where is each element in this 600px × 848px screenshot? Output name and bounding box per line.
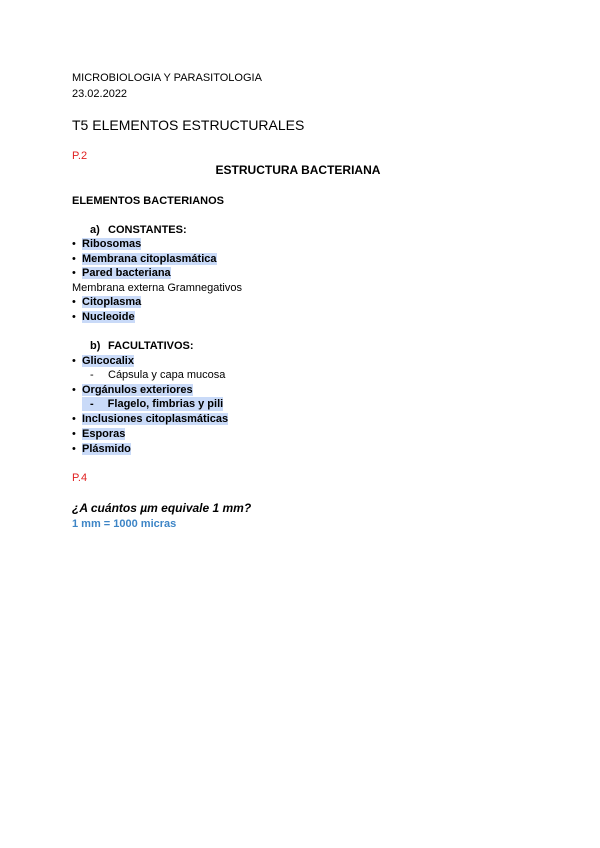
list-item: Ribosomas — [82, 238, 142, 250]
bullet-icon: • — [72, 267, 76, 279]
elements-heading: ELEMENTOS BACTERIANOS — [72, 195, 224, 207]
list-item: Nucleoide — [82, 311, 135, 323]
bullet-icon: • — [72, 428, 76, 440]
bullet-icon: • — [72, 311, 76, 323]
dash-icon: - — [90, 398, 94, 410]
list-item: Membrana citoplasmática — [82, 253, 217, 265]
question-text: ¿A cuántos µm equivale 1 mm? — [72, 501, 252, 515]
bullet-icon: • — [72, 443, 76, 455]
bullet-icon: • — [72, 413, 76, 425]
facultativos-letter: b) — [90, 340, 101, 352]
list-item: Citoplasma — [82, 296, 142, 308]
bullet-icon: • — [72, 355, 76, 367]
list-item: Inclusiones citoplasmáticas — [82, 413, 229, 425]
constantes-letter: a) — [90, 224, 100, 236]
list-item: Glicocalix — [82, 355, 134, 367]
list-item: Esporas — [82, 428, 126, 440]
section-center-title: ESTRUCTURA BACTERIANA — [215, 163, 381, 177]
bullet-icon: • — [72, 296, 76, 308]
dash-icon: - — [90, 369, 94, 381]
list-item: Pared bacteriana — [82, 267, 171, 279]
answer-text: 1 mm = 1000 micras — [72, 518, 177, 530]
page-marker-p2: P.2 — [72, 150, 88, 162]
date-line: 23.02.2022 — [72, 88, 128, 100]
document-title: T5 ELEMENTOS ESTRUCTURALES — [72, 117, 305, 133]
facultativos-heading: FACULTATIVOS: — [108, 340, 194, 352]
organulos-sub: - Flagelo, fimbrias y pili — [82, 397, 223, 411]
membrana-externa-note: Membrana externa Gramnegativos — [72, 282, 242, 294]
constantes-heading: CONSTANTES: — [108, 224, 187, 236]
list-item: Orgánulos exteriores — [82, 384, 193, 396]
bullet-icon: • — [72, 384, 76, 396]
glicocalix-sub: Cápsula y capa mucosa — [108, 369, 226, 381]
bullet-icon: • — [72, 253, 76, 265]
list-item: Plásmido — [82, 443, 131, 455]
bullet-icon: • — [72, 238, 76, 250]
page-marker-p4: P.4 — [72, 472, 88, 484]
subject-line: MICROBIOLOGIA Y PARASITOLOGIA — [72, 72, 262, 84]
